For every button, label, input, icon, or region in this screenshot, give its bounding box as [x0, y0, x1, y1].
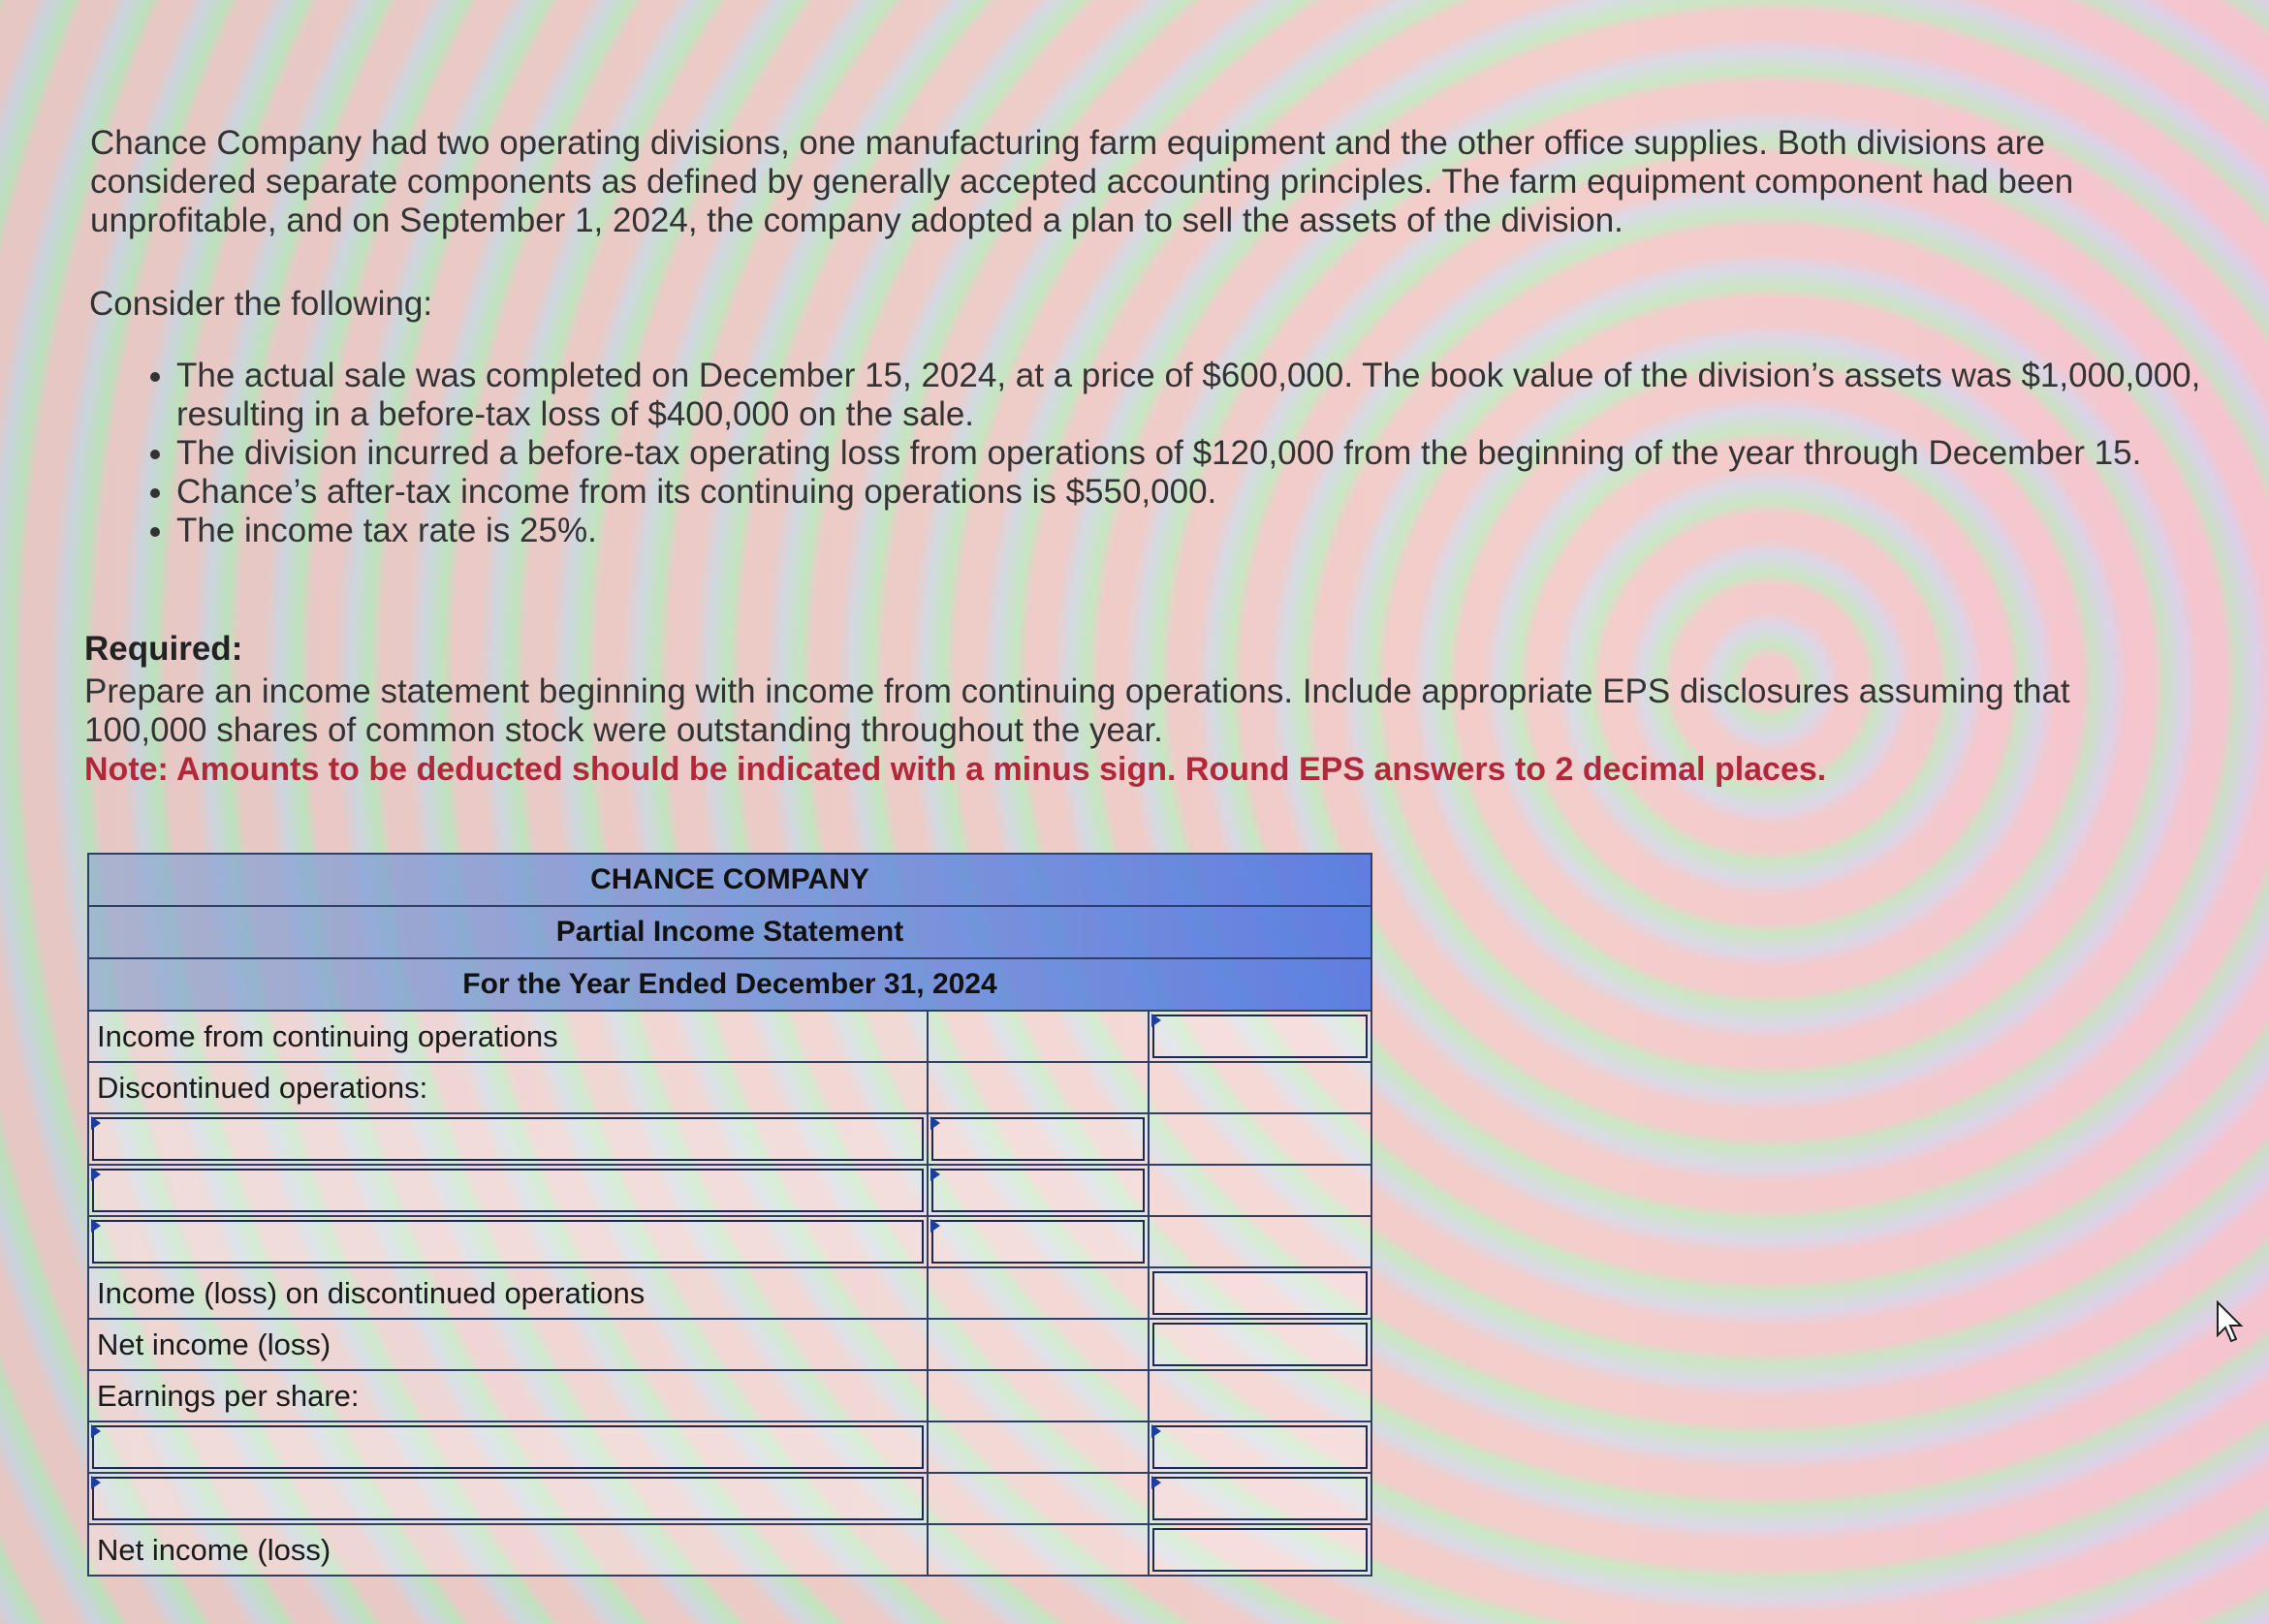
- row-label-discontinued: Discontinued operations:: [89, 1063, 929, 1112]
- discontinued-income-input[interactable]: [1152, 1271, 1368, 1315]
- dropdown-marker-icon: [1151, 1424, 1161, 1438]
- statement-company: CHANCE COMPANY: [89, 855, 1371, 907]
- dropdown-marker-icon: [1151, 1476, 1161, 1489]
- table-row: [89, 1320, 1371, 1371]
- row-label-continuing: Income from continuing operations: [89, 1012, 929, 1061]
- mouse-pointer-icon: [2216, 1300, 2245, 1345]
- dropdown-marker-icon: [91, 1116, 101, 1130]
- eps-item-2-select[interactable]: [92, 1477, 924, 1520]
- table-row: [89, 1474, 1371, 1525]
- empty-cell: [929, 1012, 1150, 1061]
- empty-cell: [1150, 1217, 1371, 1266]
- discontinued-item-2-amount-input[interactable]: [931, 1169, 1145, 1212]
- income-statement-table: [87, 853, 1372, 1577]
- list-item: • The income tax rate is 25%.: [176, 512, 2231, 550]
- empty-cell: [929, 1474, 1150, 1523]
- table-row: [89, 1268, 1371, 1320]
- discontinued-item-2-select[interactable]: [92, 1169, 924, 1212]
- fact-list: [136, 357, 2231, 550]
- empty-cell: [929, 1525, 1150, 1575]
- problem-intro: Chance Company had two operating divisions, one manufacturing farm equipment and the other office supplies. Both divisions are considered separate components as defined by generally accepted accounting principles. The farm equipment component had been unprofitable, and on September 1, 2024, the company adopted a plan to sell the assets of the division.: [90, 124, 2074, 239]
- eps-net-income-input[interactable]: [1152, 1528, 1368, 1572]
- discontinued-item-3-select[interactable]: [92, 1220, 924, 1264]
- net-income-input[interactable]: [1152, 1323, 1368, 1366]
- list-item: • The division incurred a before-tax operating loss from operations of $120,000 from the beginning of the year through December 15.: [176, 434, 2231, 473]
- eps-item-1-amount-input[interactable]: [1152, 1425, 1368, 1469]
- empty-cell: [1150, 1371, 1371, 1421]
- empty-cell: [929, 1268, 1150, 1318]
- dropdown-marker-icon: [91, 1476, 101, 1489]
- required-note: Note: Amounts to be deducted should be indicated with a minus sign. Round EPS answers to 2 decimal places.: [84, 751, 1827, 788]
- required-text: Prepare an income statement beginning with income from continuing operations. Include appropriate EPS disclosures assuming that 100,000 shares of common stock were outstanding throughout the year.: [84, 672, 2070, 749]
- row-label-discontinued-income: Income (loss) on discontinued operations: [89, 1268, 929, 1318]
- required-heading: Required:: [84, 630, 243, 668]
- list-item: • The actual sale was completed on December 15, 2024, at a price of $600,000. The book value of the division’s assets was $1,000,000, resulting in a before-tax loss of $400,000 on the sale.: [176, 357, 2231, 434]
- table-row: [89, 1012, 1371, 1063]
- list-item: • Chance’s after-tax income from its continuing operations is $550,000.: [176, 473, 2231, 512]
- empty-cell: [929, 1320, 1150, 1369]
- table-row: [89, 1217, 1371, 1268]
- dropdown-marker-icon: [91, 1219, 101, 1233]
- dropdown-marker-icon: [1151, 1014, 1161, 1027]
- dropdown-marker-icon: [91, 1168, 101, 1181]
- dropdown-marker-icon: [930, 1168, 940, 1181]
- table-row: [89, 1525, 1371, 1575]
- dropdown-marker-icon: [930, 1116, 940, 1130]
- eps-item-2-amount-input[interactable]: [1152, 1477, 1368, 1520]
- table-row: [89, 1166, 1371, 1217]
- empty-cell: [1150, 1063, 1371, 1112]
- row-label-net-income: Net income (loss): [89, 1320, 929, 1369]
- row-label-eps-net-income: Net income (loss): [89, 1525, 929, 1575]
- eps-item-1-select[interactable]: [92, 1425, 924, 1469]
- statement-period: For the Year Ended December 31, 2024: [89, 959, 1371, 1012]
- empty-cell: [929, 1422, 1150, 1472]
- empty-cell: [1150, 1166, 1371, 1215]
- discontinued-item-1-amount-input[interactable]: [931, 1117, 1145, 1161]
- empty-cell: [929, 1063, 1150, 1112]
- table-row: [89, 1114, 1371, 1166]
- consider-label: Consider the following:: [89, 285, 433, 323]
- empty-cell: [929, 1371, 1150, 1421]
- discontinued-item-1-select[interactable]: [92, 1117, 924, 1161]
- dropdown-marker-icon: [930, 1219, 940, 1233]
- row-label-eps: Earnings per share:: [89, 1371, 929, 1421]
- table-row: [89, 1422, 1371, 1474]
- discontinued-item-3-amount-input[interactable]: [931, 1220, 1145, 1264]
- dropdown-marker-icon: [91, 1424, 101, 1438]
- table-row: [89, 1063, 1371, 1114]
- continuing-amount-input[interactable]: [1152, 1015, 1368, 1058]
- statement-title: Partial Income Statement: [89, 907, 1371, 959]
- empty-cell: [1150, 1114, 1371, 1164]
- table-row: [89, 1371, 1371, 1422]
